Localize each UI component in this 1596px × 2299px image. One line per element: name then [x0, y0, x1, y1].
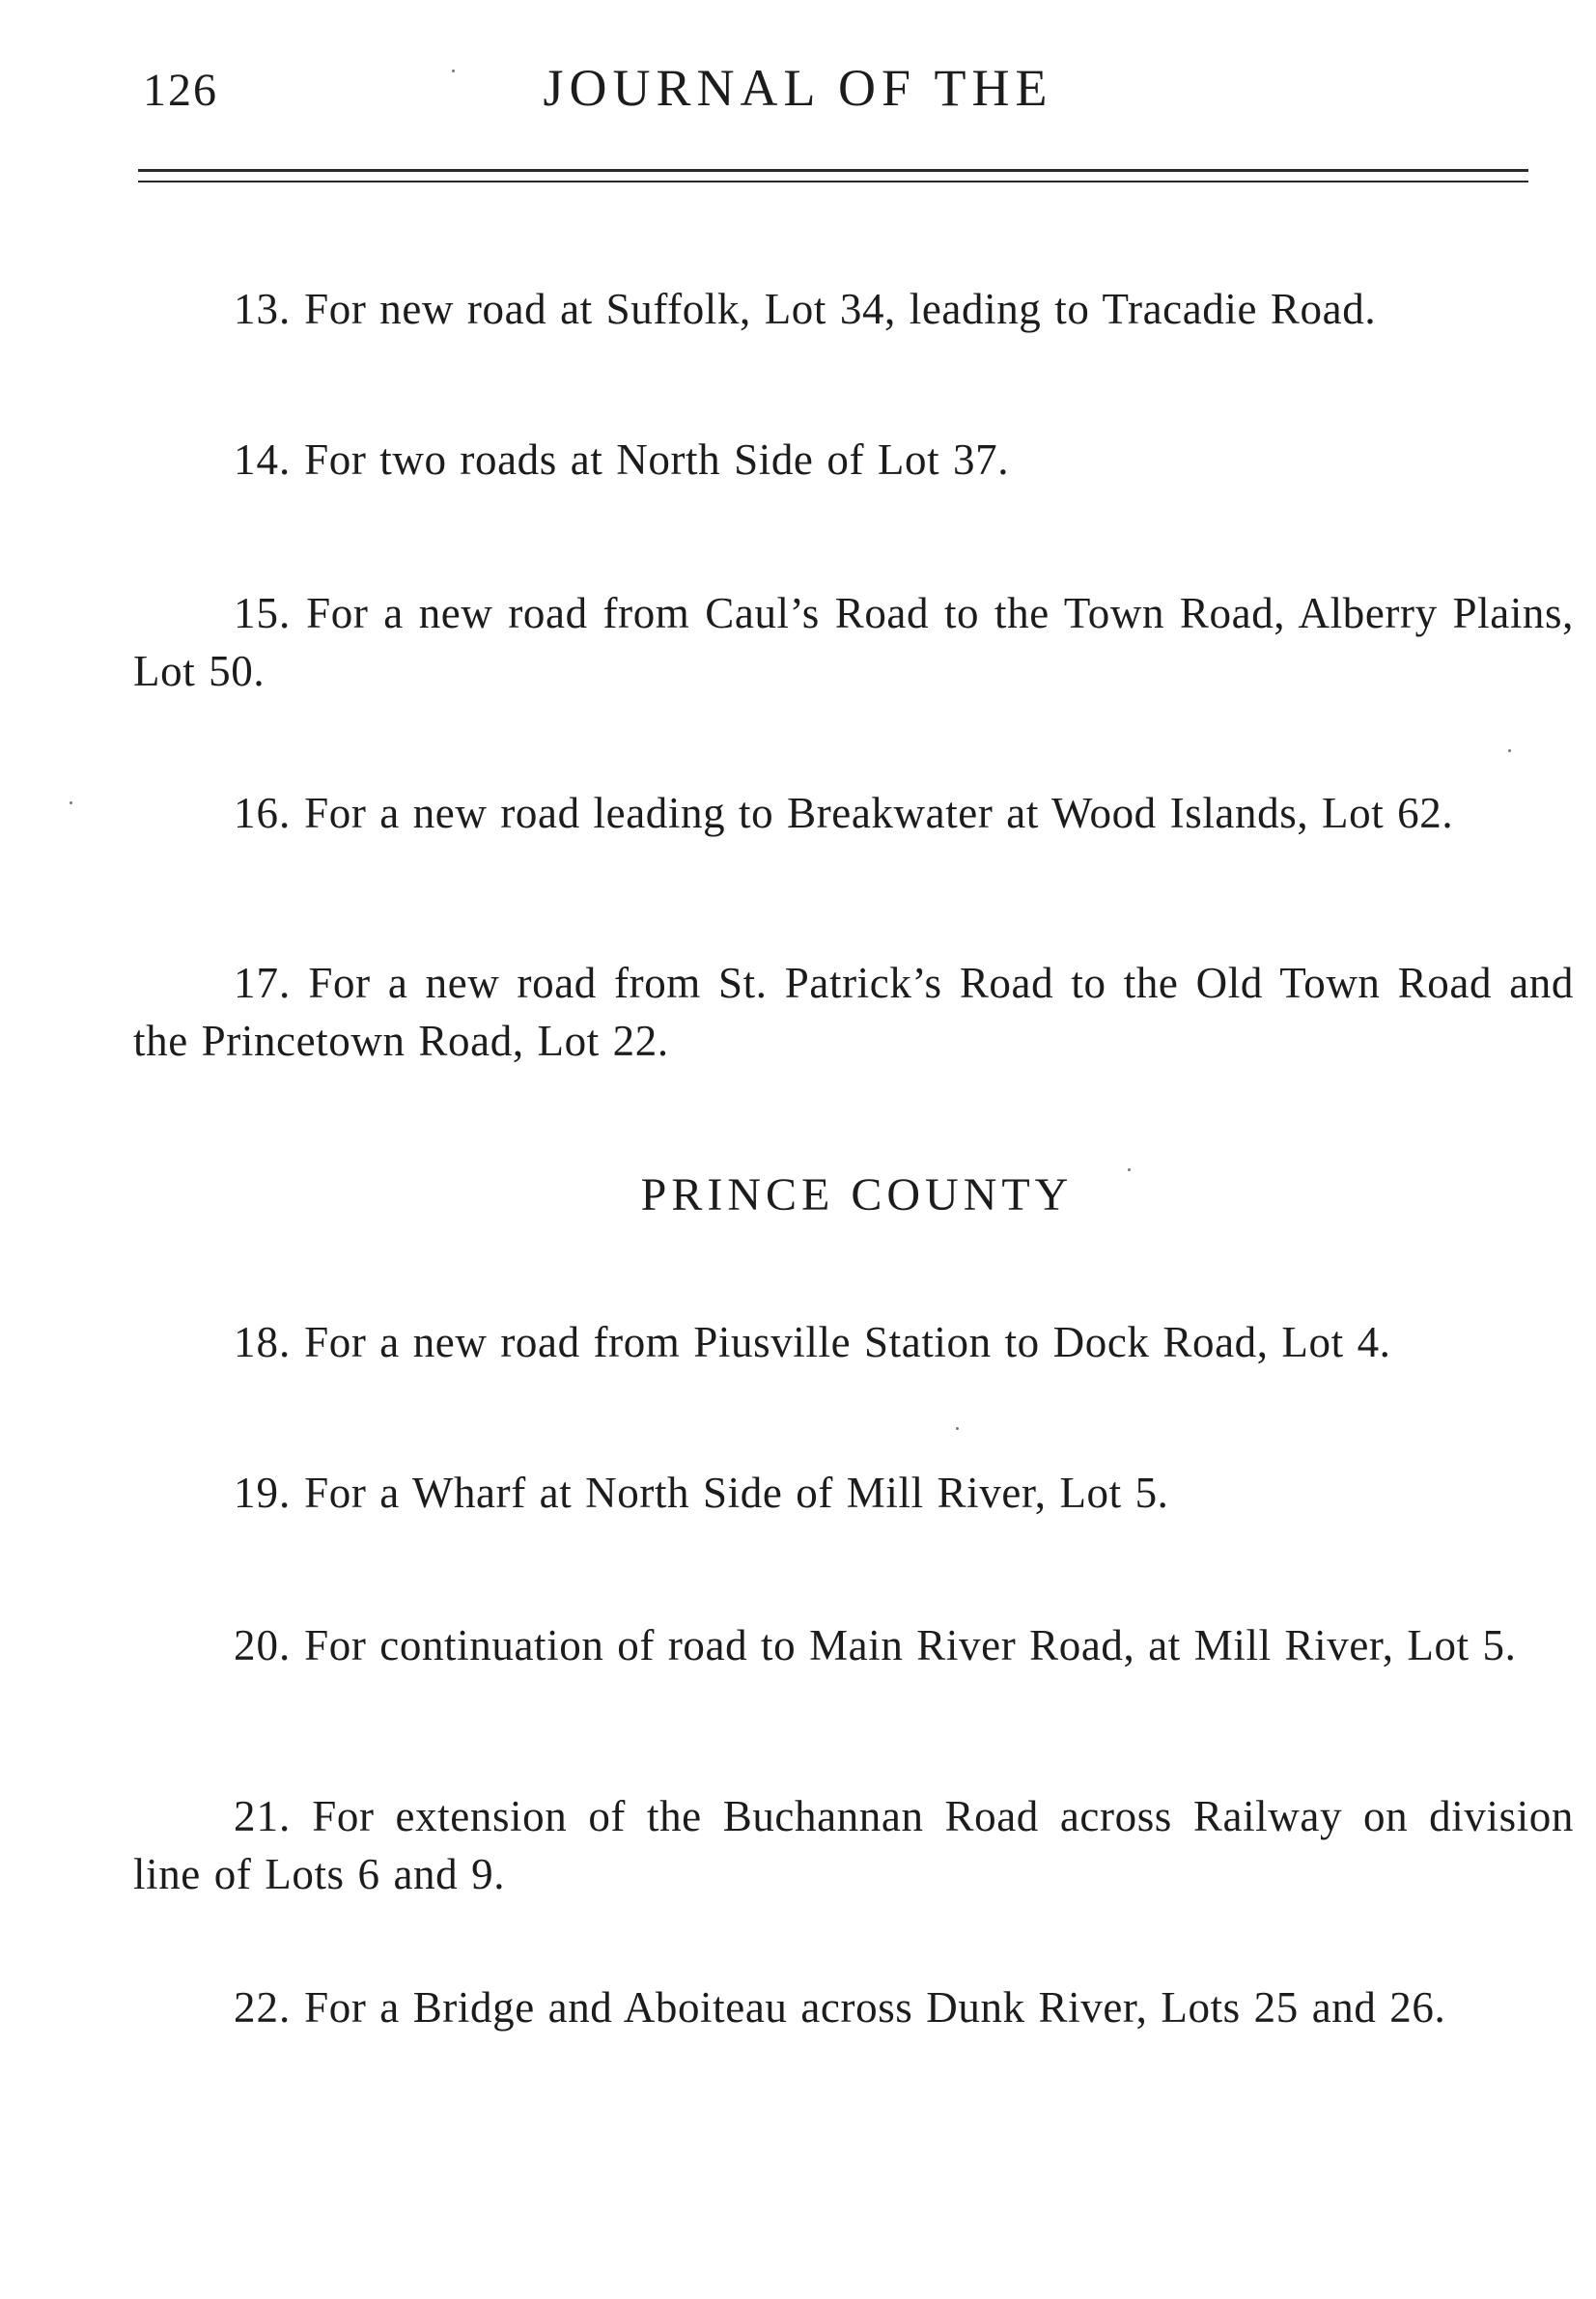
- entry-text: For a Wharf at North Side of Mill River, Lot 5.: [304, 1469, 1169, 1517]
- entry-17: [133, 954, 1574, 1070]
- paper-speck: [1128, 1168, 1131, 1171]
- entry-text: For extension of the Buchannan Road across Railway on division line of Lots 6 and 9.: [133, 1792, 1574, 1898]
- entry-14: [133, 431, 1574, 489]
- entry-20: [133, 1616, 1574, 1674]
- entry-22: [133, 1978, 1574, 2036]
- running-title: JOURNAL OF THE: [543, 59, 1053, 117]
- entry-15: [133, 584, 1574, 700]
- paper-speck: [70, 801, 72, 804]
- entry-16: [133, 784, 1574, 842]
- paper-speck: [452, 70, 455, 72]
- entry-text: For a new road leading to Breakwater at Wood Islands, Lot 62.: [304, 789, 1454, 837]
- entry-number: 21.: [234, 1792, 292, 1840]
- entry-number: 16.: [234, 789, 292, 837]
- entry-number: 18.: [234, 1318, 292, 1366]
- page-number: 126: [143, 65, 218, 116]
- entry-text: For new road at Suffolk, Lot 34, leading to Tracadie Road.: [304, 285, 1377, 333]
- entry-text: For continuation of road to Main River Road, at Mill River, Lot 5.: [304, 1621, 1517, 1669]
- entry-text: For a new road from Piusville Station to Dock Road, Lot 4.: [304, 1318, 1391, 1366]
- entry-text: For a Bridge and Aboiteau across Dunk River, Lots 25 and 26.: [304, 1983, 1446, 2032]
- entry-text: For a new road from Caul’s Road to the Town Road, Alberry Plains, Lot 50.: [133, 589, 1574, 695]
- header-double-rule: [138, 169, 1528, 182]
- entry-number: 17.: [234, 959, 292, 1007]
- entry-text: For a new road from St. Patrick’s Road to the Old Town Road and the Princetown Road, Lot 22.: [133, 959, 1574, 1065]
- entry-number: 14.: [234, 435, 292, 484]
- page-header: [0, 58, 1596, 135]
- entry-21: [133, 1787, 1574, 1903]
- entry-number: 13.: [234, 285, 292, 333]
- entry-text: For two roads at North Side of Lot 37.: [304, 435, 1010, 484]
- section-heading-prince-county: PRINCE COUNTY: [640, 1169, 1074, 1220]
- entry-18: [133, 1313, 1574, 1371]
- paper-speck: [956, 1427, 959, 1430]
- entry-number: 22.: [234, 1983, 292, 2032]
- paper-speck: [1508, 749, 1511, 752]
- entry-13: [133, 280, 1574, 338]
- entry-19: [133, 1464, 1574, 1522]
- entry-number: 20.: [234, 1621, 292, 1669]
- entry-number: 15.: [234, 589, 292, 637]
- entry-number: 19.: [234, 1469, 292, 1517]
